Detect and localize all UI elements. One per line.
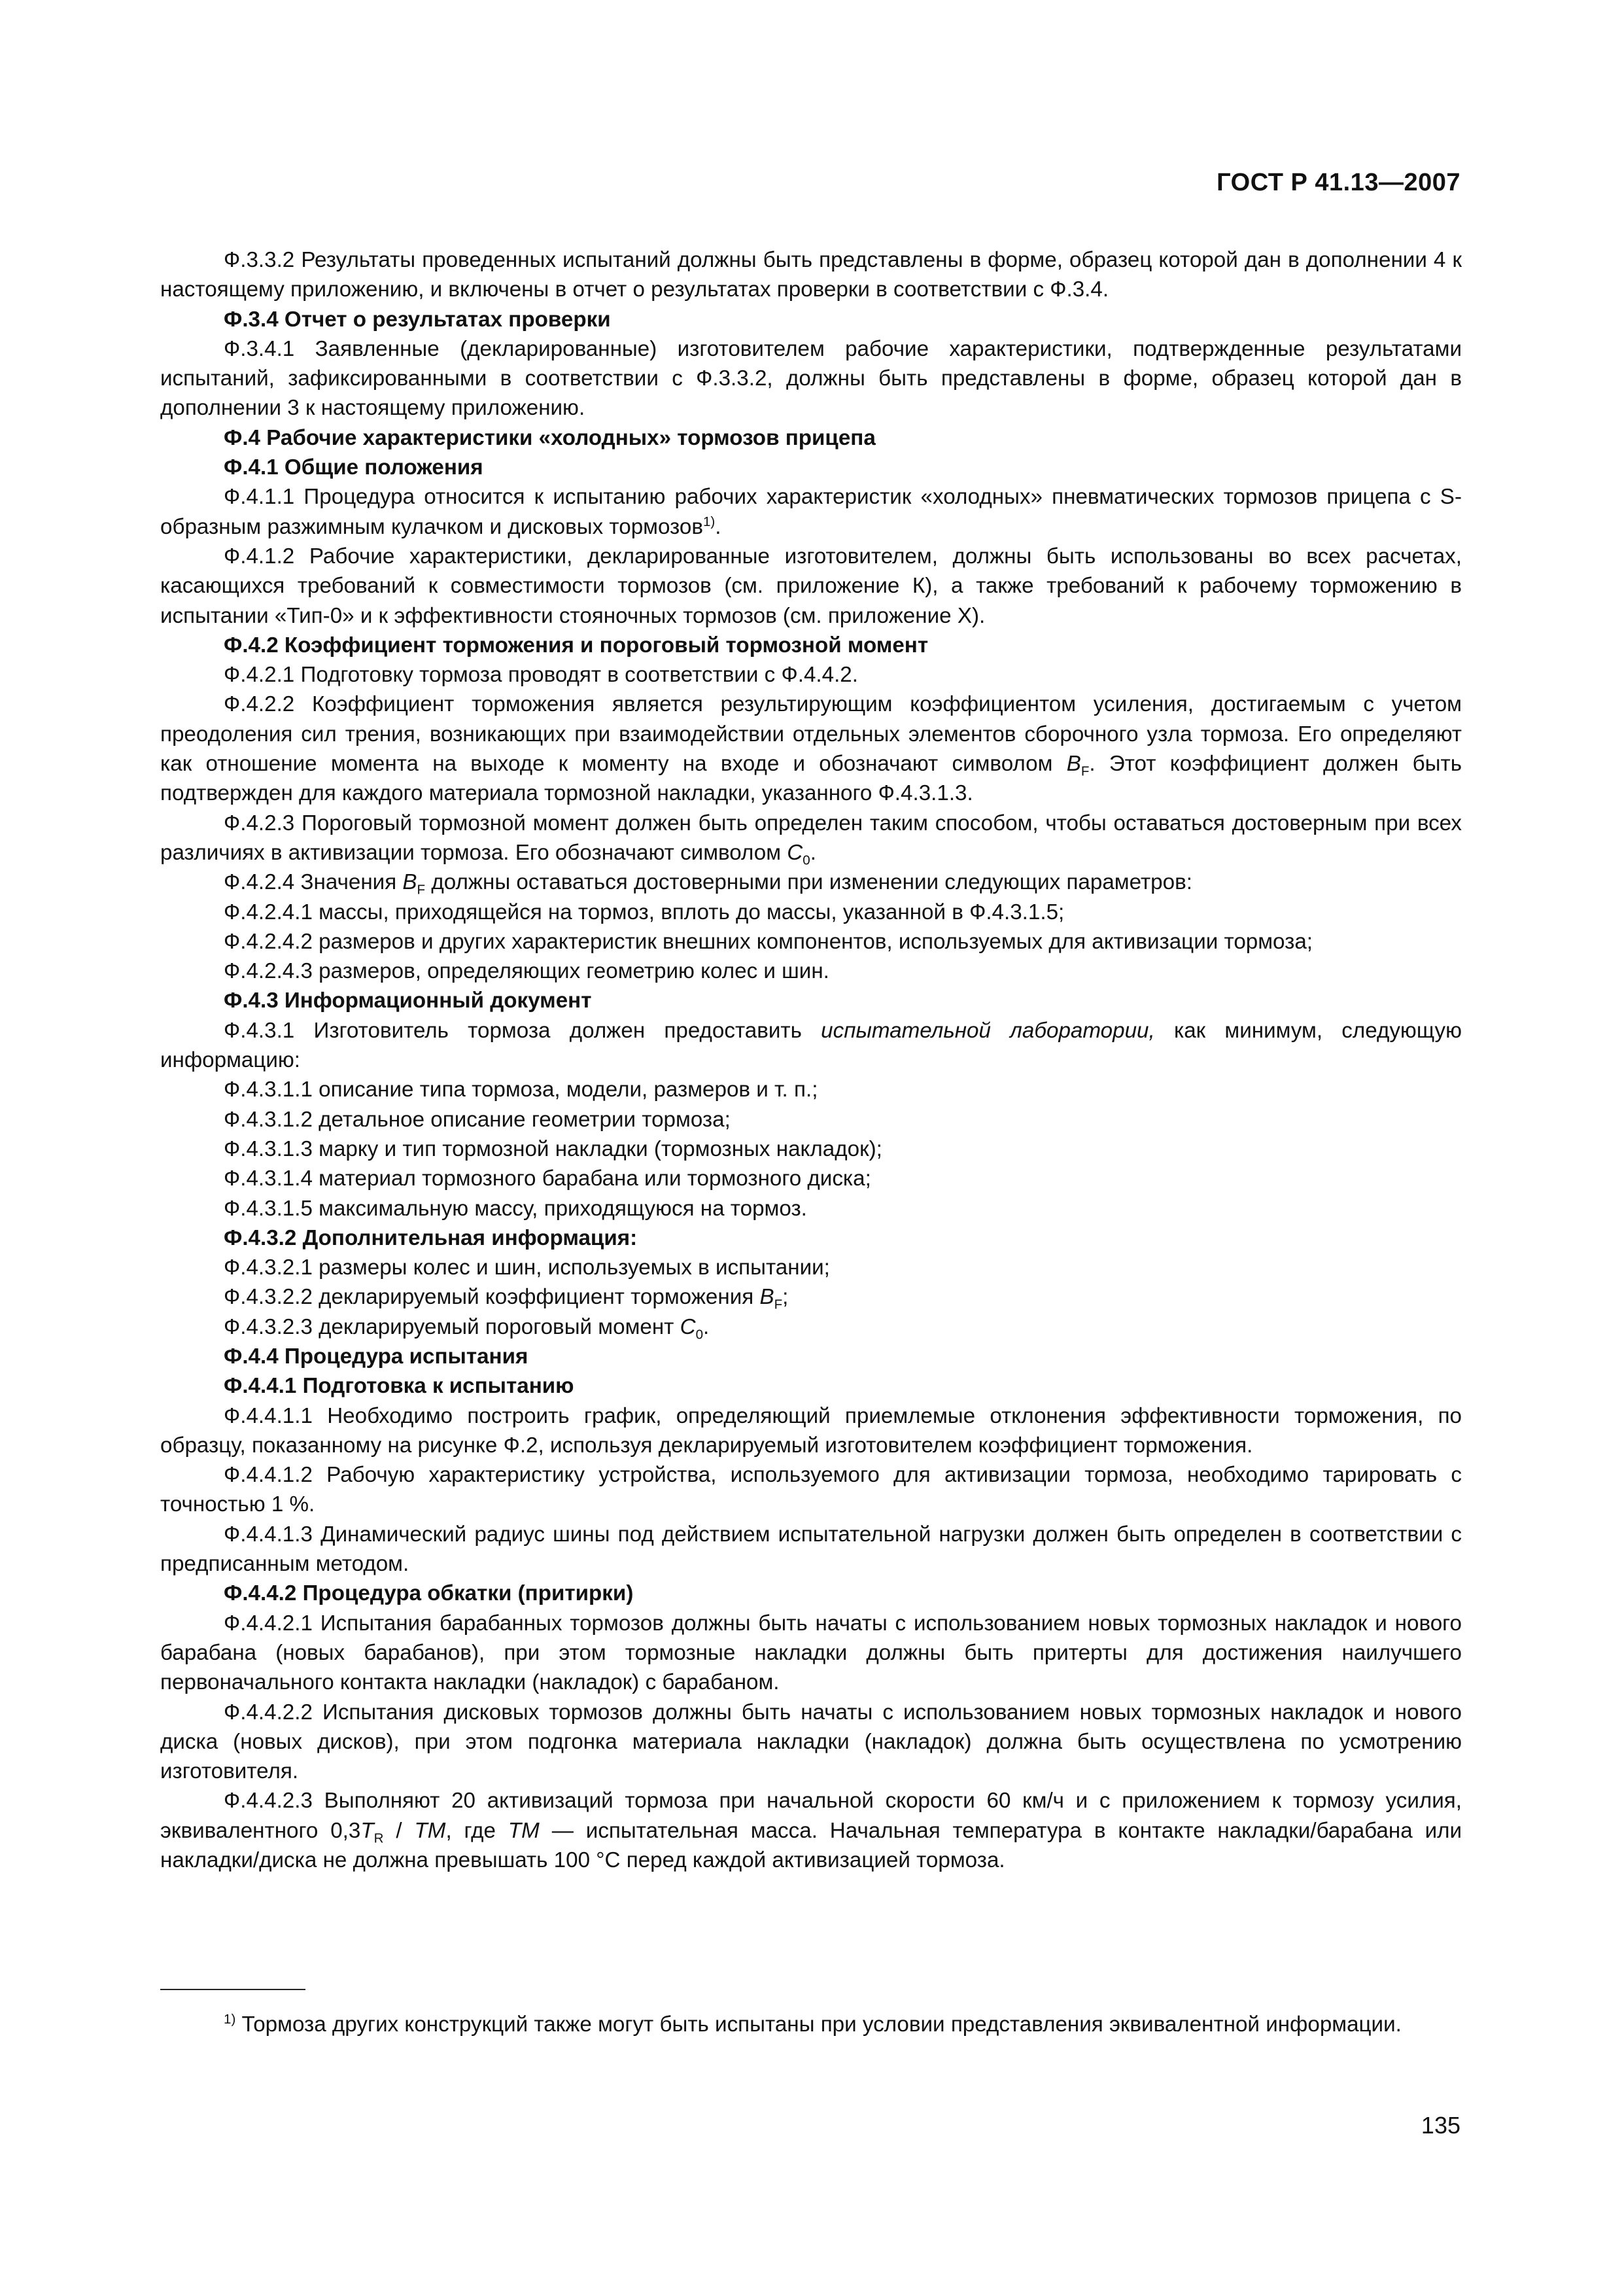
section-heading: Ф.4.3 Информационный документ bbox=[224, 989, 592, 1013]
paragraph: Ф.4.4.1.3 Динамический радиус шины под действием испытательной нагрузки должен быть определен в соответствии с предписанным методом. bbox=[160, 1522, 1462, 1577]
paragraph bbox=[160, 1282, 1462, 1312]
paragraph-text: / bbox=[383, 1818, 415, 1843]
paragraph bbox=[160, 809, 1462, 868]
symbol: B bbox=[1066, 752, 1081, 777]
paragraph: Ф.4.1.2 Рабочие характеристики, декларированные изготовителем, должны быть использованы во всех расчетах, касающихся требований к совместимости тормозов (см. приложение К), а также требований к рабочему торможению в испытании «Тип-0» и к эффективности стояночных тормозов (см. приложение Х). bbox=[160, 544, 1462, 628]
paragraph: Ф.4.3.1.5 максимальную массу, приходящуюся на тормоз. bbox=[224, 1196, 807, 1221]
section-heading: Ф.4.4 Процедура испытания bbox=[224, 1344, 528, 1369]
paragraph bbox=[160, 867, 1462, 897]
paragraph-text: Ф.4.2.4 Значения bbox=[224, 870, 403, 895]
paragraph: Ф.3.4.1 Заявленные (декларированные) изготовителем рабочие характеристики, подтвержденные результатами испытаний, зафиксированными в соответствии с Ф.3.3.2, должны быть представлены в форме, образец которой дан в дополнении 3 к настоящему приложению. bbox=[160, 336, 1462, 421]
symbol-subscript: 0 bbox=[803, 852, 810, 868]
paragraph-text: , где bbox=[445, 1818, 508, 1843]
section-heading: Ф.4 Рабочие характеристики «холодных» тормозов прицепа bbox=[224, 425, 876, 450]
paragraph: Ф.4.3.2.1 размеры колес и шин, используемых в испытании; bbox=[224, 1255, 830, 1280]
paragraph bbox=[160, 1312, 1462, 1342]
italic-term: испытательной лаборатории, bbox=[821, 1018, 1155, 1043]
paragraph-text: Ф.4.3.2.2 декларируемый коэффициент торможения bbox=[224, 1285, 760, 1310]
document-body bbox=[160, 245, 1462, 1875]
paragraph bbox=[160, 1016, 1462, 1076]
symbol-subscript: F bbox=[774, 1297, 783, 1313]
symbol-subscript: F bbox=[417, 882, 426, 898]
paragraph-text: Ф.4.4.2.3 Выполняют 20 активизаций тормоза при начальной скорости 60 км/ч и с приложением к тормозу усилия, эквивалентного 0,3 bbox=[160, 1789, 1462, 1843]
paragraph: Ф.4.2.4.3 размеров, определяющих геометрию колес и шин. bbox=[224, 959, 829, 984]
paragraph: Ф.4.4.2.2 Испытания дисковых тормозов должны быть начаты с использованием новых тормозных накладок и нового диска (новых дисков), при этом подгонка материала накладки (накладок) должна быть осуществлена по усмотрению изготовителя. bbox=[160, 1700, 1462, 1784]
footnote-divider bbox=[160, 1989, 305, 1990]
paragraph-text: Ф.4.1.1 Процедура относится к испытанию рабочих характеристик «холодных» пневматических тормозов прицепа с S-образным разжимным кулачком и дисковых тормозов bbox=[160, 485, 1462, 539]
section-heading: Ф.4.1 Общие положения bbox=[224, 455, 483, 480]
standard-code: ГОСТ Р 41.13—2007 bbox=[1217, 169, 1460, 196]
symbol: T bbox=[360, 1818, 374, 1843]
footnote-marker: 1) bbox=[224, 2011, 236, 2027]
paragraph: Ф.4.3.1.3 марку и тип тормозной накладки (тормозных накладок); bbox=[224, 1136, 882, 1161]
paragraph: Ф.4.3.1.2 детальное описание геометрии тормоза; bbox=[224, 1107, 731, 1132]
footnote-ref: 1) bbox=[702, 514, 716, 529]
paragraph: Ф.4.2.1 Подготовку тормоза проводят в соответствии с Ф.4.4.2. bbox=[224, 663, 858, 688]
paragraph: Ф.4.4.1.2 Рабочую характеристику устройства, используемого для активизации тормоза, необходимо тарировать с точностью 1 %. bbox=[160, 1463, 1462, 1517]
paragraph-text: Ф.4.2.2 Коэффициент торможения является результирующим коэффициентом усиления, достигаемым с учетом преодоления сил трения, возникающих при взаимодействии отдельных элементов сборочного узла тормоза. Его определяют как отношение момента на выходе к моменту на входе и обозначают символом bbox=[160, 692, 1462, 777]
paragraph: Ф.4.3.1.4 материал тормозного барабана или тормозного диска; bbox=[224, 1166, 871, 1191]
paragraph-text: . bbox=[703, 1314, 710, 1339]
paragraph bbox=[160, 690, 1462, 808]
section-heading: Ф.4.3.2 Дополнительная информация: bbox=[224, 1225, 638, 1250]
symbol: C bbox=[787, 840, 803, 865]
symbol-subscript: F bbox=[1080, 763, 1090, 779]
paragraph-text: должны оставаться достоверными при изменении следующих параметров: bbox=[425, 870, 1192, 895]
symbol: B bbox=[759, 1285, 774, 1310]
footnote bbox=[160, 2010, 1462, 2039]
symbol: TM bbox=[508, 1818, 540, 1843]
paragraph: Ф.4.2.4.1 массы, приходящейся на тормоз, вплоть до массы, указанной в Ф.4.3.1.5; bbox=[224, 900, 1065, 924]
paragraph-text: — испытательная масса. Начальная температура в контакте накладки/барабана или накладки/диска не должна превышать 100 °C перед каждой активизацией тормоза. bbox=[160, 1818, 1462, 1873]
page-number: 135 bbox=[1421, 2112, 1460, 2139]
symbol: C bbox=[680, 1314, 696, 1339]
section-heading: Ф.4.4.1 Подготовка к испытанию bbox=[224, 1374, 574, 1399]
symbol: TM bbox=[414, 1818, 446, 1843]
section-heading: Ф.3.4 Отчет о результатах проверки bbox=[224, 307, 611, 332]
paragraph: Ф.3.3.2 Результаты проведенных испытаний должны быть представлены в форме, образец которой дан в дополнении 4 к настоящему приложению, и включены в отчет о результатах проверки в соответствии с Ф.3.4. bbox=[160, 248, 1462, 302]
paragraph-text: . bbox=[810, 840, 816, 865]
paragraph: Ф.4.4.1.1 Необходимо построить график, определяющий приемлемые отклонения эффективности торможения, по образцу, показанному на рисунке Ф.2, используя декларируемый изготовителем коэффициент торможения. bbox=[160, 1403, 1462, 1458]
footnote-text: Тормоза других конструкций также могут быть испытаны при условии представления эквивалентной информации. bbox=[235, 2012, 1402, 2037]
symbol-subscript: R bbox=[373, 1831, 384, 1846]
paragraph-text: Ф.4.3.1 Изготовитель тормоза должен предоставить bbox=[224, 1018, 821, 1043]
paragraph-text: . bbox=[715, 514, 721, 539]
section-heading: Ф.4.2 Коэффициент торможения и пороговый тормозной момент bbox=[224, 633, 929, 657]
paragraph-text: . Этот коэффициент должен быть подтвержден для каждого материала тормозной накладки, указанного Ф.4.3.1.3. bbox=[160, 752, 1462, 806]
paragraph-text: Ф.4.3.2.3 декларируемый пороговый момент bbox=[224, 1314, 680, 1339]
symbol: B bbox=[402, 870, 417, 895]
paragraph bbox=[160, 482, 1462, 542]
paragraph-text: как минимум, следующую информацию: bbox=[160, 1018, 1462, 1073]
paragraph: Ф.4.2.4.2 размеров и других характеристик внешних компонентов, используемых для активизации тормоза; bbox=[224, 929, 1313, 954]
paragraph-text: ; bbox=[782, 1285, 789, 1310]
symbol-subscript: 0 bbox=[695, 1327, 704, 1342]
paragraph: Ф.4.3.1.1 описание типа тормоза, модели, размеров и т. п.; bbox=[224, 1077, 818, 1102]
paragraph-text: Ф.4.2.3 Пороговый тормозной момент должен быть определен таким способом, чтобы оставаться достоверным при всех различиях в активизации тормоза. Его обозначают символом bbox=[160, 811, 1462, 865]
section-heading: Ф.4.4.2 Процедура обкатки (притирки) bbox=[224, 1581, 634, 1606]
paragraph bbox=[160, 1786, 1462, 1875]
paragraph: Ф.4.4.2.1 Испытания барабанных тормозов должны быть начаты с использованием новых тормозных накладок и нового барабана (новых барабанов), при этом тормозные накладки должны быть притерты для достижения наилучшего первоначального контакта накладки (накладок) с барабаном. bbox=[160, 1611, 1462, 1695]
